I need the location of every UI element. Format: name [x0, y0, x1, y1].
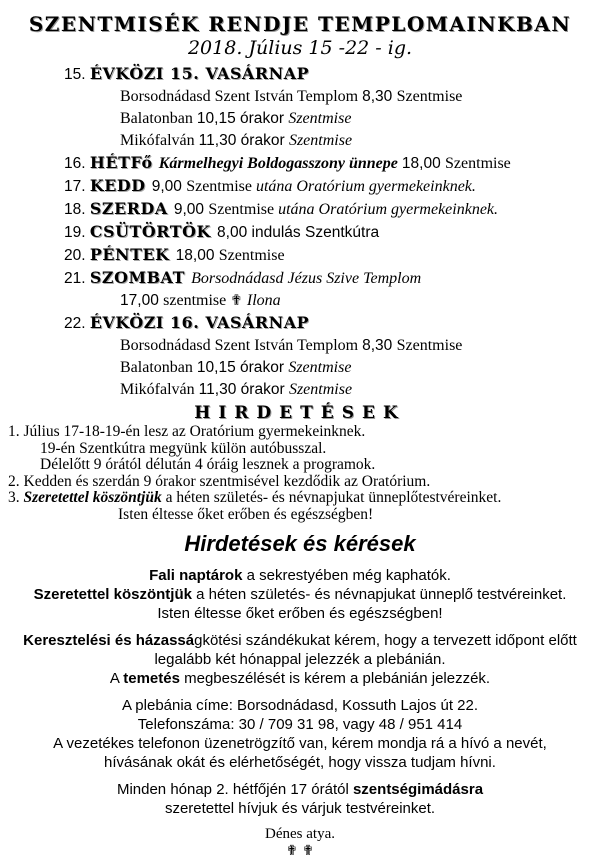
text-run: szentségimádásra	[352, 781, 484, 798]
text-run: Balatonban	[120, 110, 197, 127]
text-run: 19.	[64, 224, 90, 241]
text-run: temetés	[123, 670, 180, 687]
text-run: Szeretettel köszöntjük	[23, 489, 162, 506]
text-run: SZOMBAT	[89, 268, 192, 287]
text-line	[0, 715, 600, 734]
text-run: 19-én Szentkútra megyünk külön autóbusszal.	[40, 439, 327, 457]
text-run: CSÜTÖRTÖK	[89, 222, 217, 241]
text-run: KEDD	[89, 176, 152, 195]
text-run: Szentmise	[396, 337, 463, 354]
text-run: Mikófalván	[120, 132, 199, 149]
text-line	[0, 734, 600, 753]
text-run: Szentmise	[208, 201, 279, 218]
text-run: Borsodnádasd Szent István Templom	[120, 337, 363, 354]
text-line	[40, 457, 600, 474]
requests-heading: Hirdetések és kérések	[184, 531, 416, 556]
cross-icon: ✟	[230, 293, 247, 309]
text-line	[0, 780, 600, 799]
mass-schedule-list	[0, 63, 600, 401]
text-line	[64, 221, 600, 244]
text-line	[120, 290, 600, 312]
text-line	[64, 267, 600, 290]
text-line	[120, 379, 600, 401]
text-run: 15.	[64, 66, 90, 83]
page-title: SZENTMISÉK RENDJE TEMPLOMAINKBAN	[28, 12, 572, 36]
text-line	[64, 152, 600, 175]
text-run: Mikófalván	[120, 381, 199, 398]
text-run: 10,15 órakor	[196, 110, 289, 127]
text-run: Délelőtt 9 órától délután 4 óráig lesznek a programok.	[40, 456, 376, 473]
text-run: Szentmise	[186, 178, 256, 195]
text-run: 22.	[64, 315, 90, 332]
text-run: Telefonszáma: 30 / 709 31 98, vagy 48 / 951 414	[137, 716, 463, 733]
text-run: 9,00	[173, 201, 209, 218]
text-run: SZERDA	[89, 199, 174, 218]
text-run: PÉNTEK	[89, 245, 176, 264]
text-run: Borsodnádasd Szent István Templom	[120, 88, 363, 105]
text-line	[0, 650, 600, 669]
text-run: 11,30 órakor	[198, 132, 289, 149]
requests-paragraphs	[0, 566, 600, 818]
text-run: 11,30 órakor	[198, 381, 289, 398]
text-run: Keresztelési és házassá	[23, 632, 195, 649]
text-line	[120, 108, 600, 130]
announcements-heading: HIRDETÉSEK	[194, 403, 406, 423]
text-run: 8,30	[362, 88, 397, 105]
announcements-list	[0, 424, 600, 523]
text-run: ÉVKÖZI 16. VASÁRNAP	[89, 313, 310, 332]
text-run: A vezetékes telefonon üzenetrögzítő van, kérem mondja rá a hívó a nevét,	[53, 735, 547, 752]
text-run: Szentmise	[288, 381, 353, 398]
text-run: 18,00	[175, 247, 219, 264]
text-run: a héten születés- és névnapjukat ünneplő testvéreinket.	[191, 586, 567, 603]
text-line	[120, 335, 600, 357]
text-run: 8,30	[362, 337, 397, 354]
text-line	[8, 424, 600, 441]
text-run: a sekrestyében még kaphatók.	[242, 567, 451, 584]
text-run: Isten éltesse őket erőben és egészségben!	[157, 605, 443, 622]
text-run: Szeretettel köszöntjük	[33, 586, 192, 603]
text-line	[120, 86, 600, 108]
text-run: ÉVKÖZI 15. VASÁRNAP	[89, 64, 310, 83]
text-run: Szentmise	[218, 247, 285, 264]
text-run: 1. Július 17-18-19-én lesz az Oratórium gyermekeinknek.	[8, 423, 366, 440]
text-run: 3.	[8, 489, 24, 506]
text-run: Minden hónap 2. hétfőjén 17 órától	[116, 781, 353, 798]
text-run: szeretettel hívjuk és várjuk testvéreinket.	[164, 800, 436, 817]
text-line	[0, 631, 600, 650]
text-run: szentmise	[163, 292, 231, 309]
text-run: megbeszélését is kérem a plebánián jelezzék.	[179, 670, 491, 687]
text-run: A plebánia címe: Borsodnádasd, Kossuth Lajos út 22.	[121, 697, 479, 714]
text-run: utána Oratórium gyermekeinknek.	[278, 201, 499, 218]
text-line	[64, 175, 600, 198]
text-run: utána Oratórium gyermekeinknek.	[255, 178, 476, 195]
text-run: Borsodnádasd Jézus Szive Templom	[191, 270, 422, 287]
text-run: 16.	[64, 155, 90, 172]
text-run: 2. Kedden és szerdán 9 órakor szentmisével kezdődik az Oratórium.	[8, 472, 431, 490]
text-run: HÉTFő	[89, 153, 159, 172]
text-line	[118, 507, 600, 524]
text-run: Szentmise	[396, 88, 463, 105]
text-line	[120, 357, 600, 379]
text-line	[0, 585, 600, 604]
text-line	[120, 130, 600, 152]
text-line	[64, 63, 600, 86]
text-run: Fali naptárok	[149, 567, 243, 584]
text-line	[0, 566, 600, 585]
text-run: a héten születés- és névnapjukat ünneplőtestvéreinket.	[161, 489, 502, 506]
text-run: Isten éltesse őket erőben és egészségben!	[118, 505, 374, 523]
signature-name: Dénes atya.	[265, 826, 335, 842]
text-line	[0, 753, 600, 772]
text-run: 17.	[64, 178, 90, 195]
text-run: 18.	[64, 201, 90, 218]
date-range-subtitle: 2018. Július 15 -22 - ig.	[187, 37, 413, 59]
text-line	[8, 490, 600, 507]
text-run: 10,15 órakor	[196, 359, 289, 376]
text-run: Szentmise	[288, 132, 353, 149]
text-line	[64, 244, 600, 267]
text-run: 21.	[64, 270, 90, 287]
text-run: Ilona	[246, 292, 281, 309]
text-run: 20.	[64, 247, 90, 264]
text-run: gkötési szándékukat kérem, hogy a tervezett időpont előtt	[194, 632, 577, 649]
text-run: 17,00	[120, 292, 164, 309]
text-run: hívásának okát és elérhetőségét, hogy vissza tudjam hívni.	[104, 754, 496, 771]
text-run: legalább két hónappal jelezzék a plebánián.	[154, 651, 446, 668]
text-run: Szentmise	[288, 110, 352, 127]
text-run: Szentmise	[288, 359, 352, 376]
text-line	[40, 441, 600, 458]
text-run: Balatonban	[120, 359, 197, 376]
cross-icon: ✟ ✟	[286, 843, 314, 859]
text-line	[0, 696, 600, 715]
text-run: A	[109, 670, 124, 687]
text-run: Kármelhegyi Boldogasszony ünnepe	[158, 155, 402, 172]
text-run: Szentmise	[445, 155, 511, 172]
text-run: 8,00 indulás Szentkútra	[217, 224, 380, 241]
text-run: 18,00	[401, 155, 446, 172]
text-line	[0, 799, 600, 818]
text-line	[8, 474, 600, 491]
text-line	[0, 604, 600, 623]
text-run: 9,00	[151, 178, 187, 195]
text-line	[64, 198, 600, 221]
text-line	[64, 312, 600, 335]
text-line	[0, 669, 600, 688]
